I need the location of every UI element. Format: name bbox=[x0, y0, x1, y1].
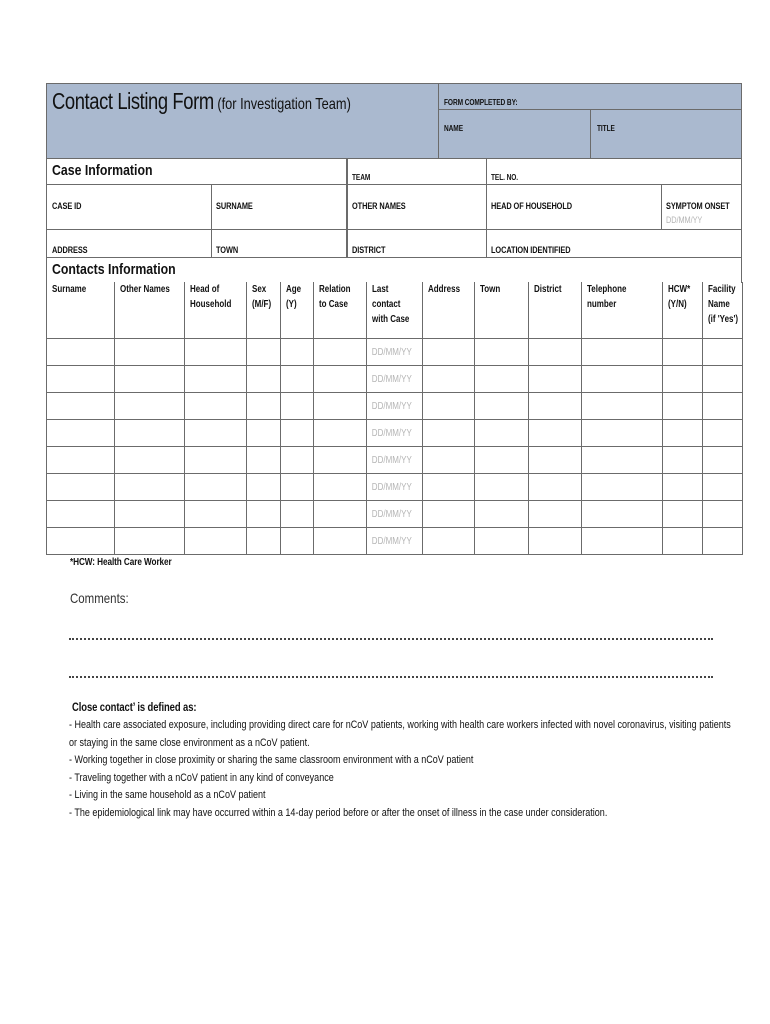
table-cell[interactable] bbox=[367, 447, 423, 474]
table-cell[interactable] bbox=[281, 528, 314, 555]
date-placeholder: DD/MM/YY bbox=[371, 373, 412, 385]
column-header-label: Age (Y) bbox=[286, 284, 302, 310]
column-header bbox=[582, 282, 663, 339]
table-cell[interactable] bbox=[475, 420, 529, 447]
table-cell[interactable] bbox=[582, 501, 663, 528]
table-cell[interactable] bbox=[115, 420, 185, 447]
table-cell[interactable] bbox=[529, 420, 582, 447]
table-cell[interactable] bbox=[367, 393, 423, 420]
table-cell[interactable] bbox=[703, 528, 743, 555]
column-header bbox=[314, 282, 367, 339]
table-row bbox=[47, 501, 743, 528]
table-cell[interactable] bbox=[247, 339, 281, 366]
column-header bbox=[185, 282, 247, 339]
table-cell[interactable] bbox=[185, 501, 247, 528]
table-cell[interactable] bbox=[582, 366, 663, 393]
table-cell[interactable] bbox=[703, 393, 743, 420]
table-cell[interactable] bbox=[115, 366, 185, 393]
table-cell[interactable] bbox=[47, 420, 115, 447]
hcw-footnote: *HCW: Health Care Worker bbox=[70, 557, 172, 568]
table-cell[interactable] bbox=[47, 528, 115, 555]
table-cell[interactable] bbox=[247, 474, 281, 501]
table-cell[interactable] bbox=[475, 447, 529, 474]
table-cell[interactable] bbox=[314, 474, 367, 501]
table-cell[interactable] bbox=[115, 447, 185, 474]
table-cell[interactable] bbox=[703, 420, 743, 447]
title-field[interactable] bbox=[590, 109, 742, 159]
table-cell[interactable] bbox=[247, 501, 281, 528]
table-cell[interactable] bbox=[582, 339, 663, 366]
table-cell[interactable] bbox=[115, 501, 185, 528]
table-row bbox=[47, 447, 743, 474]
column-header bbox=[475, 282, 529, 339]
table-cell[interactable] bbox=[115, 393, 185, 420]
table-cell[interactable] bbox=[185, 528, 247, 555]
table-cell[interactable] bbox=[314, 366, 367, 393]
table-cell[interactable] bbox=[314, 528, 367, 555]
town-label: TOWN bbox=[216, 245, 239, 255]
address-label: ADDRESS bbox=[52, 245, 88, 255]
table-cell[interactable] bbox=[475, 393, 529, 420]
table-cell[interactable] bbox=[423, 501, 475, 528]
table-cell[interactable] bbox=[663, 447, 703, 474]
table-row bbox=[47, 339, 743, 366]
column-header bbox=[663, 282, 703, 339]
table-cell[interactable] bbox=[47, 474, 115, 501]
table-row bbox=[47, 393, 743, 420]
table-cell[interactable] bbox=[281, 339, 314, 366]
table-cell[interactable] bbox=[367, 366, 423, 393]
table-cell[interactable] bbox=[47, 339, 115, 366]
contacts-header-row bbox=[47, 282, 743, 339]
name-label: NAME bbox=[444, 124, 463, 133]
date-placeholder: DD/MM/YY bbox=[371, 427, 412, 439]
table-cell[interactable] bbox=[367, 420, 423, 447]
table-cell[interactable] bbox=[529, 339, 582, 366]
column-header bbox=[703, 282, 743, 339]
district-label: DISTRICT bbox=[352, 245, 386, 255]
contacts-table bbox=[46, 282, 743, 555]
form-title bbox=[52, 88, 351, 115]
table-row bbox=[47, 366, 743, 393]
column-header bbox=[247, 282, 281, 339]
table-cell[interactable] bbox=[475, 474, 529, 501]
table-cell[interactable] bbox=[423, 339, 475, 366]
table-cell[interactable] bbox=[281, 420, 314, 447]
column-header bbox=[529, 282, 582, 339]
column-header bbox=[47, 282, 115, 339]
table-cell[interactable] bbox=[281, 393, 314, 420]
column-header bbox=[367, 282, 423, 339]
definition-line-3: - Working together in close proximity or sharing the same classroom environment with a nCoV patient bbox=[69, 754, 474, 766]
tel-label: TEL. NO. bbox=[491, 173, 519, 182]
team-label: TEAM bbox=[352, 173, 371, 182]
comments-line-1[interactable] bbox=[69, 638, 713, 640]
table-cell[interactable] bbox=[663, 501, 703, 528]
table-cell[interactable] bbox=[663, 393, 703, 420]
table-cell[interactable] bbox=[367, 339, 423, 366]
date-placeholder: DD/MM/YY bbox=[371, 346, 412, 358]
surname-label: SURNAME bbox=[216, 201, 253, 211]
definition-heading: Close contact’ is defined as: bbox=[72, 702, 197, 714]
table-cell[interactable] bbox=[314, 501, 367, 528]
table-cell[interactable] bbox=[185, 447, 247, 474]
table-cell[interactable] bbox=[185, 420, 247, 447]
table-cell[interactable] bbox=[663, 420, 703, 447]
table-cell[interactable] bbox=[281, 474, 314, 501]
table-cell[interactable] bbox=[247, 528, 281, 555]
date-placeholder: DD/MM/YY bbox=[371, 535, 412, 547]
table-cell[interactable] bbox=[529, 528, 582, 555]
other-names-label: OTHER NAMES bbox=[352, 201, 406, 211]
contacts-heading: Contacts Information bbox=[52, 261, 176, 278]
definition-line-6: - The epidemiological link may have occurred within a 14-day period before or after the onset of illness in the case under consideration. bbox=[69, 807, 608, 819]
column-header-label: HCW* (Y/N) bbox=[668, 284, 691, 310]
location-label: LOCATION IDENTIFIED bbox=[491, 245, 571, 255]
column-header-label: Last contact with Case bbox=[372, 284, 410, 325]
table-cell[interactable] bbox=[281, 366, 314, 393]
table-cell[interactable] bbox=[47, 393, 115, 420]
table-cell[interactable] bbox=[423, 366, 475, 393]
table-cell[interactable] bbox=[703, 447, 743, 474]
table-cell[interactable] bbox=[314, 393, 367, 420]
table-cell[interactable] bbox=[185, 339, 247, 366]
column-header bbox=[423, 282, 475, 339]
table-cell[interactable] bbox=[703, 339, 743, 366]
table-cell[interactable] bbox=[185, 393, 247, 420]
column-header-label: Town bbox=[480, 284, 501, 295]
table-cell[interactable] bbox=[423, 528, 475, 555]
column-header-label: Other Names bbox=[120, 284, 170, 295]
table-cell[interactable] bbox=[423, 420, 475, 447]
table-cell[interactable] bbox=[582, 420, 663, 447]
table-cell[interactable] bbox=[475, 501, 529, 528]
column-header bbox=[281, 282, 314, 339]
date-placeholder: DD/MM/YY bbox=[371, 481, 412, 493]
table-cell[interactable] bbox=[582, 393, 663, 420]
table-cell[interactable] bbox=[185, 366, 247, 393]
table-cell[interactable] bbox=[314, 420, 367, 447]
table-cell[interactable] bbox=[475, 366, 529, 393]
table-cell[interactable] bbox=[529, 474, 582, 501]
table-cell[interactable] bbox=[423, 393, 475, 420]
table-cell[interactable] bbox=[529, 366, 582, 393]
table-cell[interactable] bbox=[529, 447, 582, 474]
comments-line-2[interactable] bbox=[69, 676, 713, 678]
table-cell[interactable] bbox=[367, 501, 423, 528]
table-cell[interactable] bbox=[281, 501, 314, 528]
table-cell[interactable] bbox=[247, 393, 281, 420]
title-label: TITLE bbox=[597, 124, 615, 133]
table-cell[interactable] bbox=[115, 474, 185, 501]
table-cell[interactable] bbox=[582, 528, 663, 555]
table-cell[interactable] bbox=[367, 528, 423, 555]
table-cell[interactable] bbox=[703, 366, 743, 393]
table-cell[interactable] bbox=[423, 474, 475, 501]
column-header-label: Sex (M/F) bbox=[252, 284, 272, 310]
table-cell[interactable] bbox=[115, 339, 185, 366]
table-row bbox=[47, 420, 743, 447]
column-header bbox=[115, 282, 185, 339]
tel-field[interactable] bbox=[486, 158, 742, 185]
head-household-label: HEAD OF HOUSEHOLD bbox=[491, 201, 573, 211]
date-placeholder: DD/MM/YY bbox=[371, 400, 412, 412]
table-cell[interactable] bbox=[582, 447, 663, 474]
definition-line-5: - Living in the same household as a nCoV patient bbox=[69, 789, 266, 801]
table-cell[interactable] bbox=[663, 366, 703, 393]
table-cell[interactable] bbox=[703, 501, 743, 528]
form-title-main: Contact Listing Form bbox=[52, 88, 214, 114]
column-header-label: Address bbox=[428, 284, 461, 295]
column-header-label: Head of Household bbox=[190, 284, 232, 310]
table-cell[interactable] bbox=[47, 366, 115, 393]
table-cell[interactable] bbox=[475, 528, 529, 555]
case-info-heading: Case Information bbox=[52, 162, 153, 179]
completed-by-label: FORM COMPLETED BY: bbox=[444, 98, 518, 107]
comments-label: Comments: bbox=[70, 590, 129, 606]
column-header-label: District bbox=[534, 284, 562, 295]
symptom-onset-placeholder: DD/MM/YY bbox=[666, 215, 703, 225]
table-cell[interactable] bbox=[367, 474, 423, 501]
table-cell[interactable] bbox=[115, 528, 185, 555]
column-header-label: Facility Name (if 'Yes') bbox=[708, 284, 739, 325]
symptom-onset-label: SYMPTOM ONSET bbox=[666, 201, 730, 211]
table-cell[interactable] bbox=[529, 393, 582, 420]
table-cell[interactable] bbox=[314, 447, 367, 474]
date-placeholder: DD/MM/YY bbox=[371, 454, 412, 466]
form-title-sub: (for Investigation Team) bbox=[217, 96, 351, 113]
table-cell[interactable] bbox=[582, 474, 663, 501]
name-field[interactable] bbox=[438, 109, 591, 159]
column-header-label: Surname bbox=[52, 284, 87, 295]
table-cell[interactable] bbox=[247, 366, 281, 393]
table-cell[interactable] bbox=[247, 447, 281, 474]
table-cell[interactable] bbox=[423, 447, 475, 474]
table-cell[interactable] bbox=[185, 474, 247, 501]
definition-line-1: - Health care associated exposure, including providing direct care for nCoV patients, working with health care workers infected with novel coronavirus, visiting patients bbox=[69, 719, 731, 731]
date-placeholder: DD/MM/YY bbox=[371, 508, 412, 520]
table-row bbox=[47, 474, 743, 501]
table-cell[interactable] bbox=[47, 447, 115, 474]
definition-line-4: - Traveling together with a nCoV patient in any kind of conveyance bbox=[69, 772, 334, 784]
table-cell[interactable] bbox=[475, 339, 529, 366]
column-header-label: Telephone number bbox=[587, 284, 627, 310]
table-cell[interactable] bbox=[663, 474, 703, 501]
column-header-label: Relation to Case bbox=[319, 284, 351, 310]
definition-line-2: or staying in the same close environment as a nCoV patient. bbox=[69, 737, 310, 749]
table-cell[interactable] bbox=[529, 501, 582, 528]
table-cell[interactable] bbox=[314, 339, 367, 366]
table-cell[interactable] bbox=[281, 447, 314, 474]
case-id-label: CASE ID bbox=[52, 201, 82, 211]
table-cell[interactable] bbox=[703, 474, 743, 501]
table-row bbox=[47, 528, 743, 555]
table-cell[interactable] bbox=[663, 528, 703, 555]
table-cell[interactable] bbox=[247, 420, 281, 447]
table-cell[interactable] bbox=[47, 501, 115, 528]
table-cell[interactable] bbox=[663, 339, 703, 366]
